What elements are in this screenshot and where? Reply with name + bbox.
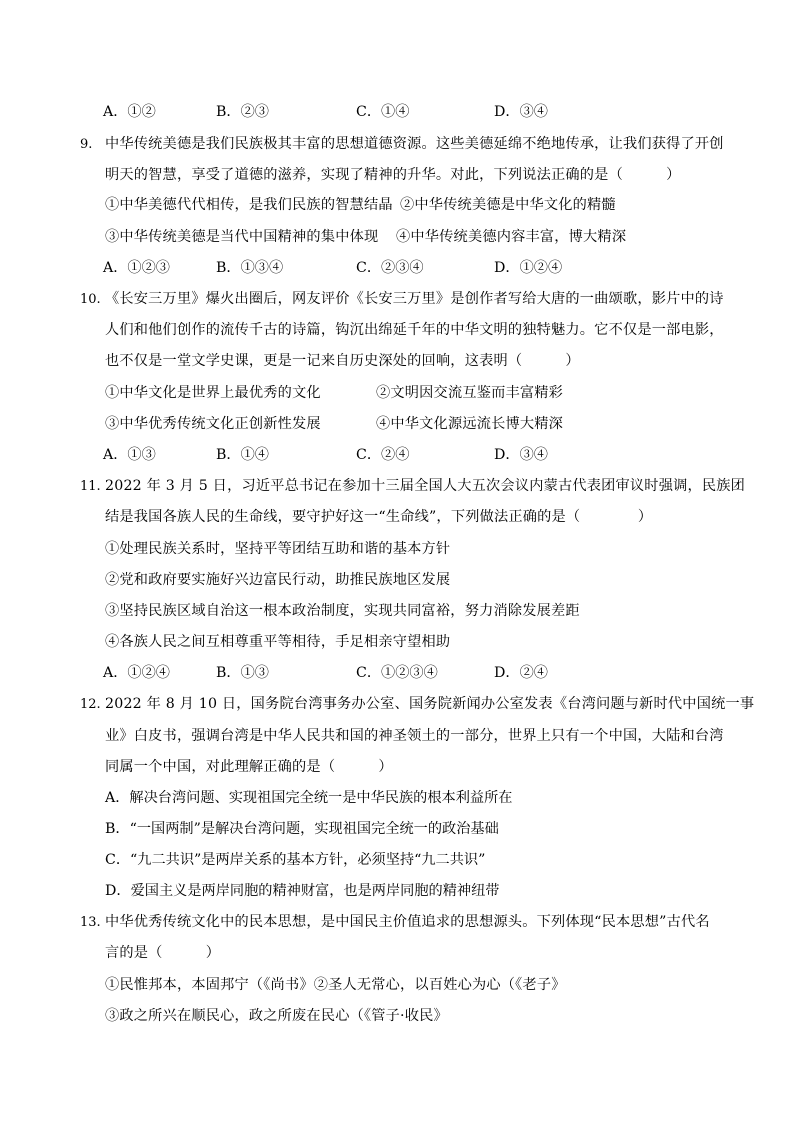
q11-statement-3: ③坚持民族区域自治这一根本政治制度，实现共同富裕，努力消除发展差距	[105, 603, 580, 619]
q11-option-a[interactable]: A．①②④	[103, 665, 170, 681]
q9-option-c[interactable]: C．②③④	[356, 260, 424, 276]
q8-option-c[interactable]: C．①④	[356, 104, 410, 120]
q9-option-d[interactable]: D．①②④	[494, 260, 563, 276]
q12-option-d[interactable]: D．爱国主义是两岸同胞的精神财富，也是两岸同胞的精神纽带	[105, 883, 500, 899]
q12-stem-line-1: 2022 年 8 月 10 日，国务院台湾事务办公室、国务院新闻办公室发表《台湾问题与新时代中国统一事	[105, 696, 755, 712]
q10-stem-line-2: 人们和他们创作的流传千古的诗篇，钩沉出绵延千年的中华文明的独特魅力。它不仅是一部电影，	[105, 322, 724, 338]
q11-stem-line-2: 结是我国各族人民的生命线，要守护好这一“生命线”，下列做法正确的是（ ）	[105, 509, 653, 525]
q10-stem-line-3: 也不仅是一堂文学史课，更是一记来自历史深处的回响，这表明（ ）	[105, 353, 580, 369]
q10-stem-line-1: 《长安三万里》爆火出圈后，网友评价《长安三万里》是创作者写给大唐的一曲颂歌，影片中的诗	[105, 291, 724, 307]
q8-option-d[interactable]: D．③④	[494, 104, 548, 120]
q13-stem-line-2: 言的是（ ）	[105, 945, 221, 961]
q10-statement-4: ④中华文化源远流长博大精深	[376, 416, 564, 432]
q13-statement-2: ③政之所兴在顺民心，政之所废在民心（《管子·收民》	[105, 1008, 448, 1024]
q13-stem-line-1: 中华优秀传统文化中的民本思想，是中国民主价值追求的思想源头。下列体现“民本思想”古代名	[105, 914, 710, 930]
q9-stem-line-2: 明天的智慧，享受了道德的滋养，实现了精神的升华。对此，下列说法正确的是（ ）	[105, 167, 681, 183]
q12-stem-line-3: 同属一个中国，对此理解正确的是（ ）	[105, 759, 393, 775]
q12-number: 12.	[80, 697, 101, 712]
q10-statement-3: ③中华优秀传统文化正创新性发展	[105, 416, 321, 432]
q11-statement-2: ②党和政府要实施好兴边富民行动，助推民族地区发展	[105, 572, 451, 588]
q9-option-b[interactable]: B．①③④	[216, 260, 284, 276]
q10-statement-1: ①中华文化是世界上最优秀的文化	[105, 385, 321, 401]
q9-stem-line-1: 中华传统美德是我们民族极其丰富的思想道德资源。这些美德延绵不绝地传承，让我们获得了开创	[105, 136, 724, 152]
q10-statement-2: ②文明因交流互鉴而丰富精彩	[376, 385, 564, 401]
q12-option-a[interactable]: A．解决台湾问题、实现祖国完全统一是中华民族的根本利益所在	[105, 790, 513, 806]
q12-option-b[interactable]: B．“一国两制”是解决台湾问题，实现祖国完全统一的政治基础	[105, 821, 499, 837]
q9-statement-2: ②中华传统美德是中华文化的精髓	[400, 197, 616, 213]
q13-statement-1: ①民惟邦本，本固邦宁（《尚书》②圣人无常心，以百姓心为心（《老子》	[105, 977, 566, 993]
q11-statement-1: ①处理民族关系时，坚持平等团结互助和谐的基本方针	[105, 541, 451, 557]
q10-option-b[interactable]: B．①④	[216, 447, 269, 463]
q11-option-b[interactable]: B．①③	[216, 665, 269, 681]
q10-number: 10.	[80, 292, 101, 307]
q9-statement-4: ④中华传统美德内容丰富，博大精深	[396, 229, 627, 245]
q10-option-a[interactable]: A．①③	[103, 447, 156, 463]
q9-statement-3: ③中华传统美德是当代中国精神的集中体现	[105, 229, 379, 245]
q11-option-c[interactable]: C．①②③④	[356, 665, 438, 681]
q10-option-d[interactable]: D．③④	[494, 447, 548, 463]
q11-option-d[interactable]: D．②④	[494, 665, 548, 681]
q11-stem-line-1: 2022 年 3 月 5 日，习近平总书记在参加十三届全国人大五次会议内蒙古代表团审议时强调，民族团	[105, 478, 746, 494]
q8-option-a[interactable]: A．①②	[103, 104, 156, 120]
q10-option-c[interactable]: C．②④	[356, 447, 410, 463]
q12-option-c[interactable]: C．“九二共识”是两岸关系的基本方针，必须坚持“九二共识”	[105, 852, 486, 868]
q9-option-a[interactable]: A．①②③	[103, 260, 170, 276]
q11-number: 11.	[80, 479, 101, 494]
q13-number: 13.	[80, 915, 101, 930]
q12-stem-line-2: 业》白皮书，强调台湾是中华人民共和国的神圣领土的一部分，世界上只有一个中国，大陆和台湾	[105, 728, 724, 744]
q11-statement-4: ④各族人民之间互相尊重平等相待，手足相亲守望相助	[105, 634, 451, 650]
q9-number: 9.	[80, 137, 93, 152]
q8-option-b[interactable]: B．②③	[216, 104, 269, 120]
q9-statement-1: ①中华美德代代相传，是我们民族的智慧结晶	[105, 197, 393, 213]
